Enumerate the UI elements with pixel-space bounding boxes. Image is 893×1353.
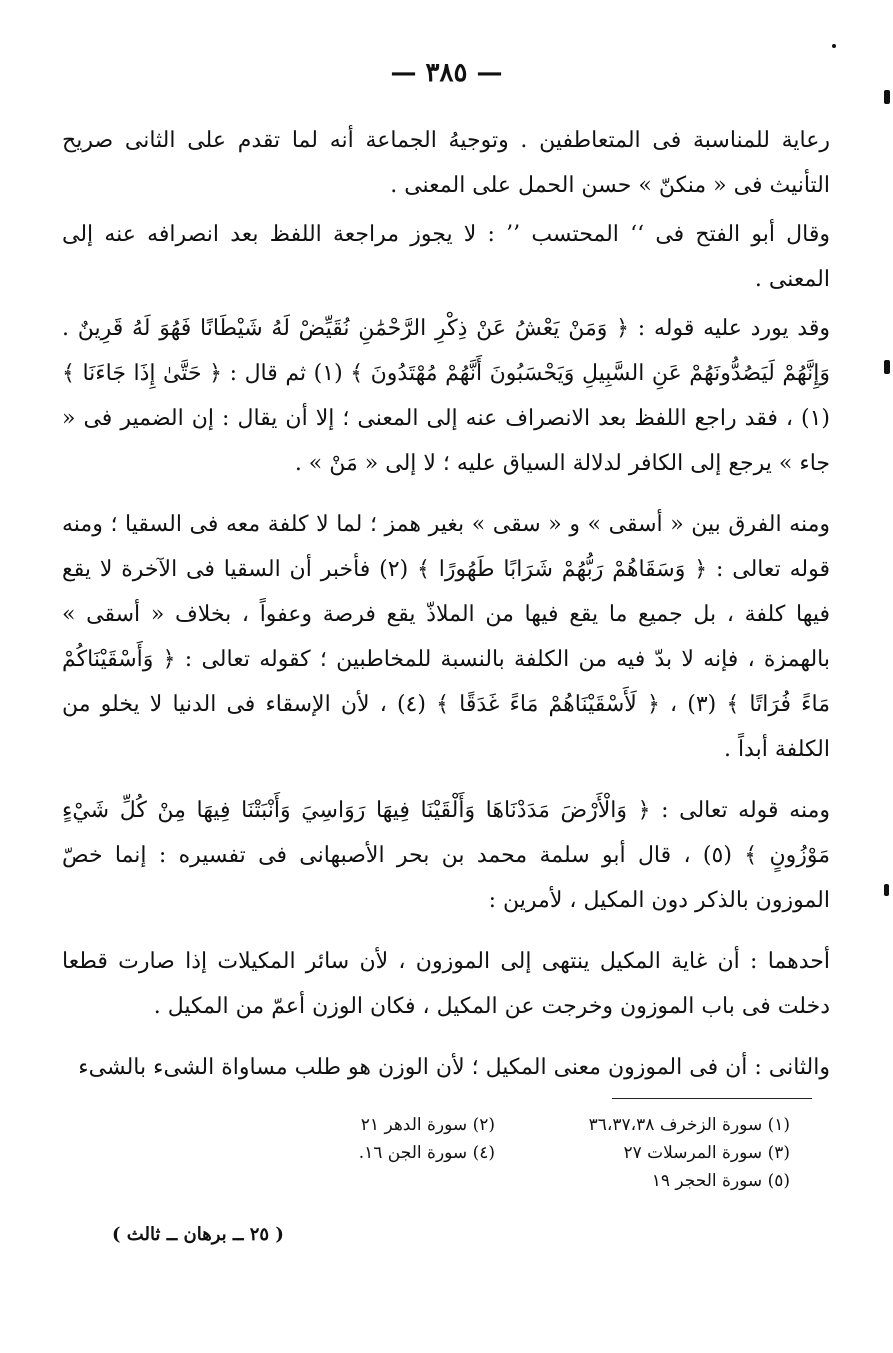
footnote: (٣) سورة المرسلات ٢٧ (623, 1143, 790, 1163)
margin-mark (884, 360, 890, 374)
footnote: (٢) سورة الدهر ٢١ (360, 1115, 495, 1135)
margin-mark (884, 884, 889, 896)
paragraph: والثانى : أن فى الموزون معنى المكيل ؛ لأن الوزن هو طلب مساواة الشىء بالشىء (78, 1055, 830, 1080)
margin-dot (832, 44, 836, 48)
paragraph: وقد يورد عليه قوله : ﴿ وَمَنْ يَعْشُ عَنْ ذِكْرِ الرَّحْمَٰنِ نُقَيِّضْ لَهُ شَيْطَانًا فَهُوَ لَهُ قَرِينٌ . وَإِنَّهُمْ لَيَصُدُّونَهُمْ عَنِ السَّبِيلِ وَيَحْسَبُونَ أَنَّهُمْ مُهْتَدُونَ ﴾ (١) ثم قال : ﴿ حَتَّىٰ إِذَا جَاءَنَا ﴾ (١) ، فقد راجع اللفظ بعد الانصراف عنه إلى المعنى ؛ إلا أن يقال : إن الضمير فى « جاء » يرجع إلى الكافر لدلالة السياق عليه ؛ لا إلى « مَنْ » . (62, 316, 830, 476)
footnotes (200, 1112, 790, 1194)
margin-mark (884, 90, 890, 104)
footnote: (٥) سورة الحجر ١٩ (651, 1171, 790, 1191)
paragraph: ومنه الفرق بين « أسقى » و « سقى » بغير همز ؛ لما لا كلفة معه فى السقيا ؛ ومنه قوله تعالى : ﴿ وَسَقَاهُمْ رَبُّهُمْ شَرَابًا طَهُورًا ﴾ (٢) فأخبر أن السقيا فى الآخرة لا يقع فيها كلفة ، بل جميع ما يقع فيها من الملاذّ يقع فرصة وعفواً ، بخلاف « أسقى » بالهمزة ، فإنه لا بدّ فيه من الكلفة بالنسبة للمخاطبين ؛ كقوله تعالى : ﴿ وَأَسْقَيْنَاكُمْ مَاءً فُرَاتًا ﴾ (٣) ، ﴿ لَأَسْقَيْنَاهُمْ مَاءً غَدَقًا ﴾ (٤) ، لأن الإسقاء فى الدنيا لا يخلو من الكلفة أبداً . (62, 512, 830, 762)
paragraph: أحدهما : أن غاية المكيل ينتهى إلى الموزون ، لأن سائر المكيلات إذا صارت قطعا دخلت فى باب الموزون وخرجت عن المكيل ، فكان الوزن أعمّ من المكيل . (62, 949, 830, 1019)
paragraph: رعاية للمناسبة فى المتعاطفين . وتوجيهُ الجماعة أنه لما تقدم على الثانى صريح التأنيث فى « منكنّ » حسن الحمل على المعنى . (62, 128, 830, 198)
page-number: — ٣٨٥ — (390, 58, 503, 88)
footnote-divider (612, 1098, 812, 1099)
printer-signature: ( ٢٥ ــ برهان ــ ثالث ) (112, 1224, 284, 1245)
footnote: (١) سورة الزخرف ٣٦،٣٧،٣٨ (588, 1115, 790, 1135)
footnote: (٤) سورة الجن ١٦. (358, 1143, 495, 1163)
body-text (62, 118, 830, 1094)
paragraph: وقال أبو الفتح فى ‘‘ المحتسب ’’ : لا يجوز مراجعة اللفظ بعد انصرافه عنه إلى المعنى . (62, 222, 830, 292)
paragraph: ومنه قوله تعالى : ﴿ وَالْأَرْضَ مَدَدْنَاهَا وَأَلْقَيْنَا فِيهَا رَوَاسِيَ وَأَنْبَتْنَا فِيهَا مِنْ كُلِّ شَيْءٍ مَوْزُونٍ ﴾ (٥) ، قال أبو سلمة محمد بن بحر الأصبهانى فى تفسيره : إنما خصّ الموزون بالذكر دون المكيل ، لأمرين : (62, 798, 831, 913)
